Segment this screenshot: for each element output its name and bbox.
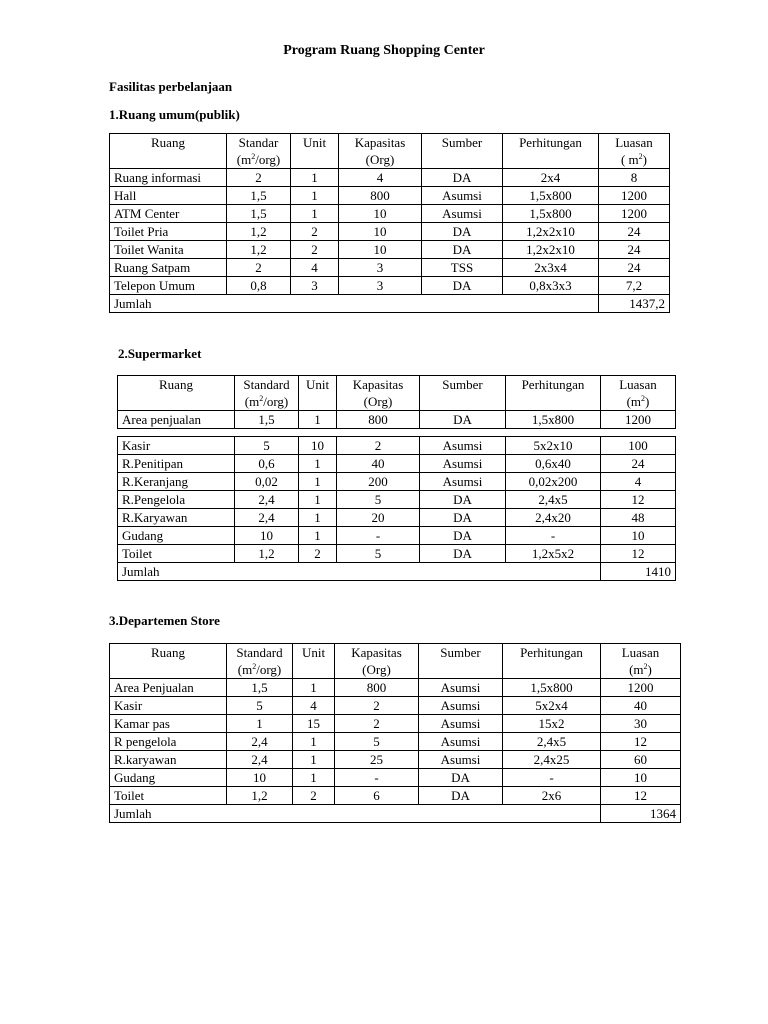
room-name-cell: Hall (110, 187, 227, 205)
table-cell: Asumsi (419, 751, 503, 769)
table-cell: DA (422, 169, 503, 187)
table-cell: 2x4 (503, 169, 599, 187)
table-cell: 12 (601, 491, 676, 509)
table-row (118, 473, 676, 491)
column-header: Perhitungan (506, 376, 601, 411)
table-cell: 48 (601, 509, 676, 527)
table-cell: 2 (291, 223, 339, 241)
table-cell: 0,02x200 (506, 473, 601, 491)
table-cell: 2 (335, 715, 419, 733)
table-cell: 4 (291, 259, 339, 277)
table-cell: DA (420, 411, 506, 429)
table-cell: 0,6 (235, 455, 299, 473)
table-cell: 1,5x800 (503, 205, 599, 223)
table-cell: 1200 (601, 679, 681, 697)
table-header-row (110, 134, 670, 169)
table-cell: 1 (299, 491, 337, 509)
room-name-cell: R.Keranjang (118, 473, 235, 491)
table-row (110, 697, 681, 715)
table-cell: 5 (235, 437, 299, 455)
total-row (110, 805, 681, 823)
table-cell: 12 (601, 787, 681, 805)
table-cell: 1,5 (227, 679, 293, 697)
table-cell: 1,2x2x10 (503, 223, 599, 241)
table-cell: 2 (335, 697, 419, 715)
table-cell: 1200 (599, 205, 670, 223)
table-cell: DA (419, 787, 503, 805)
table-cell: 1 (291, 187, 339, 205)
table-cell: 1 (299, 455, 337, 473)
departemen-store-table (109, 643, 681, 823)
column-header: Kapasitas (Org) (337, 376, 420, 411)
table-header-row (110, 644, 681, 679)
table-cell: 1 (299, 527, 337, 545)
table-cell: Asumsi (420, 437, 506, 455)
room-name-cell: Toilet (118, 545, 235, 563)
room-name-cell: Kasir (110, 697, 227, 715)
table-row (110, 223, 670, 241)
room-name-cell: Ruang informasi (110, 169, 227, 187)
column-header: Luasan $(m^2)$ (601, 644, 681, 679)
table-cell: 5x2x10 (506, 437, 601, 455)
table-cell: 2 (227, 169, 291, 187)
table-row (110, 205, 670, 223)
table-cell: 1,2 (227, 241, 291, 259)
table-row (110, 715, 681, 733)
table-cell: 100 (601, 437, 676, 455)
column-header: Luasan $(m^2)$ (601, 376, 676, 411)
table-cell: 2 (293, 787, 335, 805)
table-cell: 1 (293, 679, 335, 697)
table-cell: 1,2 (227, 787, 293, 805)
room-name-cell: R pengelola (110, 733, 227, 751)
table-row (110, 277, 670, 295)
table-cell: 1 (291, 169, 339, 187)
table-cell: 2 (291, 241, 339, 259)
table-cell: 10 (339, 223, 422, 241)
document-title: Program Ruang Shopping Center (283, 43, 485, 58)
column-header: Sumber (420, 376, 506, 411)
section-3-heading: 3.Departemen Store (109, 613, 220, 628)
table-cell: 25 (335, 751, 419, 769)
table-cell: 24 (599, 241, 670, 259)
table-cell: 2,4 (227, 733, 293, 751)
column-header: Ruang (110, 644, 227, 679)
table-row (118, 455, 676, 473)
table-cell: 2,4 (235, 509, 299, 527)
table-cell: - (503, 769, 601, 787)
table-cell: 10 (339, 205, 422, 223)
column-header: Sumber (419, 644, 503, 679)
table-cell: Asumsi (420, 473, 506, 491)
table-cell: 5 (337, 491, 420, 509)
total-label: Jumlah (110, 805, 601, 823)
table-cell: 1 (293, 751, 335, 769)
table-cell: DA (419, 769, 503, 787)
table-cell: 30 (601, 715, 681, 733)
table-cell: DA (420, 509, 506, 527)
table-cell: 0,6x40 (506, 455, 601, 473)
table-cell: Asumsi (419, 715, 503, 733)
table-cell: 200 (337, 473, 420, 491)
table-cell: 10 (601, 769, 681, 787)
table-cell: 4 (601, 473, 676, 491)
column-header: Unit (299, 376, 337, 411)
table-cell: 6 (335, 787, 419, 805)
table-cell: 2 (227, 259, 291, 277)
column-header: Sumber (422, 134, 503, 169)
table-row (118, 527, 676, 545)
table-cell: 7,2 (599, 277, 670, 295)
table-cell: 800 (339, 187, 422, 205)
table-cell: DA (422, 277, 503, 295)
table-cell: 8 (599, 169, 670, 187)
room-name-cell: Area penjualan (118, 411, 235, 429)
table-cell: 4 (293, 697, 335, 715)
column-header: Luasan ( $m^2$) (599, 134, 670, 169)
table-cell: 1 (299, 411, 337, 429)
table-cell: Asumsi (419, 733, 503, 751)
table-row (118, 545, 676, 563)
column-header: Unit (293, 644, 335, 679)
table-cell: 2,4x20 (506, 509, 601, 527)
table-cell: 1200 (599, 187, 670, 205)
table-cell: 10 (601, 527, 676, 545)
table-cell: 3 (339, 259, 422, 277)
table-cell: 3 (339, 277, 422, 295)
table-cell: 1 (291, 205, 339, 223)
table-cell: Asumsi (419, 679, 503, 697)
column-header: Kapasitas (Org) (335, 644, 419, 679)
table-cell: 0,8x3x3 (503, 277, 599, 295)
room-name-cell: Kasir (118, 437, 235, 455)
table-cell: 3 (291, 277, 339, 295)
room-name-cell: R.Karyawan (118, 509, 235, 527)
table-cell: 12 (601, 733, 681, 751)
table-cell: 24 (599, 259, 670, 277)
table-row (118, 437, 676, 455)
table-cell: DA (422, 223, 503, 241)
table-cell: 1,2x5x2 (506, 545, 601, 563)
column-header: Perhitungan (503, 644, 601, 679)
table-row (110, 679, 681, 697)
table-cell: 1,2 (227, 223, 291, 241)
table-cell: - (506, 527, 601, 545)
table-cell: 60 (601, 751, 681, 769)
table-cell: 5 (227, 697, 293, 715)
table-cell: DA (420, 527, 506, 545)
table-row (110, 751, 681, 769)
table-cell: 10 (227, 769, 293, 787)
table-cell: 40 (337, 455, 420, 473)
room-name-cell: Gudang (118, 527, 235, 545)
table-cell: 800 (337, 411, 420, 429)
table-row (118, 509, 676, 527)
table-cell: 12 (601, 545, 676, 563)
table-cell: 24 (601, 455, 676, 473)
table-header-row (118, 376, 676, 411)
room-name-cell: Area Penjualan (110, 679, 227, 697)
table-row (110, 169, 670, 187)
table-cell: 1,5 (235, 411, 299, 429)
table-row (118, 491, 676, 509)
table-cell: 4 (339, 169, 422, 187)
table-cell: 2x6 (503, 787, 601, 805)
table-cell: 2 (337, 437, 420, 455)
table-cell: Asumsi (422, 187, 503, 205)
table-cell: DA (422, 241, 503, 259)
table-cell: 1,2 (235, 545, 299, 563)
table-cell: 1,2x2x10 (503, 241, 599, 259)
table-cell: Asumsi (419, 697, 503, 715)
table-cell: 1 (293, 733, 335, 751)
table-cell: 1 (299, 473, 337, 491)
table-cell: 15x2 (503, 715, 601, 733)
table-cell: 5x2x4 (503, 697, 601, 715)
table-cell: 40 (601, 697, 681, 715)
table-cell: 5 (337, 545, 420, 563)
table-cell: 24 (599, 223, 670, 241)
room-name-cell: Kamar pas (110, 715, 227, 733)
total-label: Jumlah (118, 563, 601, 581)
total-value: 1364 (601, 805, 681, 823)
table-cell: - (337, 527, 420, 545)
section-2-heading: 2.Supermarket (118, 346, 202, 361)
table-cell: 2,4x5 (503, 733, 601, 751)
table-row (110, 259, 670, 277)
column-header: Perhitungan (503, 134, 599, 169)
room-name-cell: Toilet Pria (110, 223, 227, 241)
room-name-cell: Telepon Umum (110, 277, 227, 295)
column-header: Unit (291, 134, 339, 169)
table-cell: Asumsi (420, 455, 506, 473)
total-label: Jumlah (110, 295, 599, 313)
table-cell: - (335, 769, 419, 787)
table-cell: 15 (293, 715, 335, 733)
table-cell: 1,5x800 (506, 411, 601, 429)
section-1-heading: 1.Ruang umum(publik) (109, 107, 240, 122)
table-cell: 10 (299, 437, 337, 455)
supermarket-header-table (117, 375, 676, 429)
column-header: Standard $(m^2/org)$ (227, 644, 293, 679)
table-row (110, 769, 681, 787)
table-cell: 1,5 (227, 187, 291, 205)
table-row (110, 733, 681, 751)
table-row (118, 411, 676, 429)
total-value: 1410 (601, 563, 676, 581)
room-name-cell: Gudang (110, 769, 227, 787)
table-cell: 2,4x5 (506, 491, 601, 509)
table-cell: DA (420, 545, 506, 563)
table-cell: 2x3x4 (503, 259, 599, 277)
supermarket-table (117, 436, 676, 581)
table-cell: 2,4x25 (503, 751, 601, 769)
column-header: Ruang (110, 134, 227, 169)
facilities-subtitle: Fasilitas perbelanjaan (109, 79, 233, 94)
column-header: Ruang (118, 376, 235, 411)
table-cell: 800 (335, 679, 419, 697)
table-cell: 1,5x800 (503, 187, 599, 205)
table-cell: 1200 (601, 411, 676, 429)
room-name-cell: R.Pengelola (118, 491, 235, 509)
table-cell: 1,5 (227, 205, 291, 223)
total-value: 1437,2 (599, 295, 670, 313)
table-cell: DA (420, 491, 506, 509)
total-row (110, 295, 670, 313)
table-cell: 0,02 (235, 473, 299, 491)
table-cell: 10 (235, 527, 299, 545)
table-cell: 2,4 (227, 751, 293, 769)
column-header: Standar $(m^2/org)$ (227, 134, 291, 169)
room-name-cell: Toilet Wanita (110, 241, 227, 259)
table-cell: 1,5x800 (503, 679, 601, 697)
table-row (110, 187, 670, 205)
table-cell: 1 (227, 715, 293, 733)
table-cell: 1 (299, 509, 337, 527)
room-name-cell: R.karyawan (110, 751, 227, 769)
table-cell: 1 (293, 769, 335, 787)
total-row (118, 563, 676, 581)
table-row (110, 787, 681, 805)
table-cell: 5 (335, 733, 419, 751)
room-name-cell: R.Penitipan (118, 455, 235, 473)
table-cell: 10 (339, 241, 422, 259)
column-header: Standard $(m^2/org)$ (235, 376, 299, 411)
room-name-cell: Ruang Satpam (110, 259, 227, 277)
room-name-cell: Toilet (110, 787, 227, 805)
column-header: Kapasitas (Org) (339, 134, 422, 169)
room-name-cell: ATM Center (110, 205, 227, 223)
ruang-umum-table (109, 133, 670, 313)
table-cell: Asumsi (422, 205, 503, 223)
table-cell: 20 (337, 509, 420, 527)
table-cell: 2,4 (235, 491, 299, 509)
table-cell: TSS (422, 259, 503, 277)
table-row (110, 241, 670, 259)
table-cell: 2 (299, 545, 337, 563)
table-cell: 0,8 (227, 277, 291, 295)
